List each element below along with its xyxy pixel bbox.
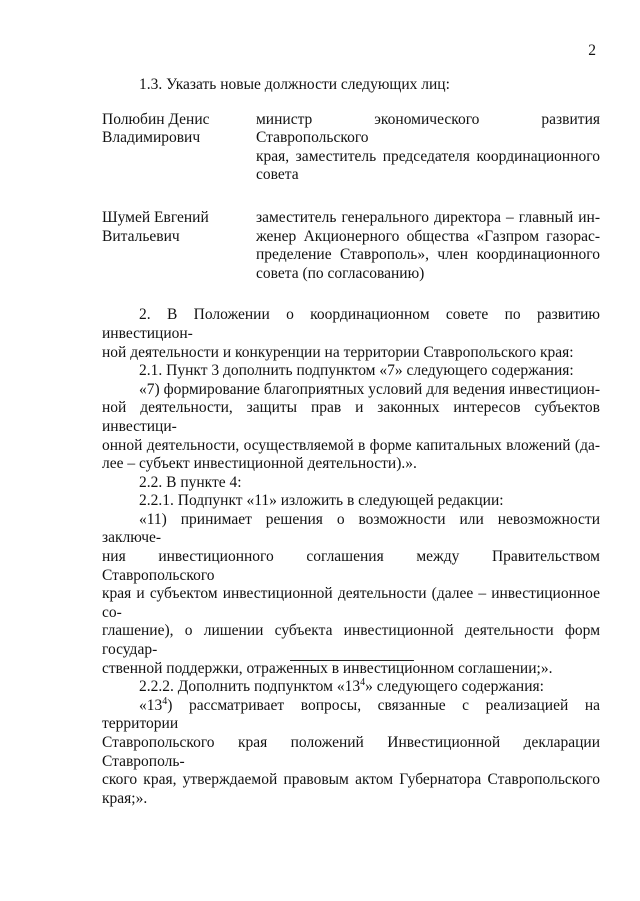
text-part: » следующего содержания:	[365, 678, 544, 696]
position-line: пределение Ставрополь», член координационного	[256, 246, 600, 264]
text-part: «13	[139, 696, 163, 714]
paragraph-line: глашение), о лишении субъекта инвестиционной деятельности форм государ-	[102, 622, 600, 659]
item-2-1: 2.1. Пункт 3 дополнить подпунктом «7» следующего содержания:	[139, 362, 574, 380]
page-number: 2	[588, 42, 596, 59]
paragraph-line: «11) принимает решения о возможности или невозможности заключе-	[102, 510, 600, 547]
superscript: 4	[162, 695, 168, 707]
section-1-3-title: 1.3. Указать новые должности следующих лиц:	[139, 76, 450, 93]
person-name	[102, 111, 256, 148]
item-2-2: 2.2. В пункте 4:	[139, 473, 242, 491]
closing-separator-line	[290, 660, 414, 661]
document-body	[102, 76, 600, 808]
superscript: 4	[360, 677, 366, 689]
text-part: ) рассматривает вопросы, связанные с реализацией на территории	[102, 696, 600, 733]
item-13-4-text	[102, 697, 600, 809]
person-row-polyubin	[102, 111, 600, 185]
person-name-line: Шумей Евгений	[102, 208, 209, 226]
paragraph-line	[102, 697, 600, 734]
paragraph-line: ной деятельности, защиты прав и законных интересов субъектов инвестици-	[102, 399, 600, 435]
person-name	[102, 209, 256, 246]
paragraph-line: ния инвестиционного соглашения между Правительством Ставропольского	[102, 548, 600, 584]
position-line: совета (по согласованию)	[256, 264, 425, 282]
person-name-line: Витальевич	[102, 227, 180, 245]
section-2-intro	[102, 306, 600, 362]
item-7-text	[102, 381, 600, 474]
paragraph-line: края;».	[102, 789, 148, 807]
item-2-2-2	[102, 678, 600, 697]
paragraph-line: края и субъектом инвестиционной деятельности (далее – инвестиционное со-	[102, 585, 600, 621]
person-position	[256, 209, 600, 283]
paragraph-line: ственной поддержки, отраженных в инвестиционном соглашении;».	[102, 659, 553, 677]
item-2-2-1: 2.2.1. Подпункт «11» изложить в следующей редакции:	[139, 492, 504, 510]
paragraph-line: «7) формирование благоприятных условий для ведения инвестицион-	[139, 380, 600, 398]
person-position	[256, 111, 600, 185]
paragraph-line: Ставропольского края положений Инвестиционной декларации Ставрополь-	[102, 734, 600, 770]
item-11-text	[102, 511, 600, 678]
position-line: края, заместитель председателя координационного	[256, 147, 600, 165]
position-line: заместитель генерального директора – главный ин-	[256, 208, 600, 226]
position-line: министр экономического развития Ставропольского	[256, 110, 600, 147]
paragraph-line: 2. В Положении о координационном совете по развитию инвестицион-	[102, 306, 600, 342]
person-name-line: Владимирович	[102, 129, 201, 147]
position-line: совета	[256, 166, 299, 184]
person-name-line: Полюбин Денис	[102, 110, 210, 128]
paragraph-line: ной деятельности и конкуренции на территории Ставропольского края:	[102, 343, 574, 361]
paragraph-line: ского края, утверждаемой правовым актом Губернатора Ставропольского	[102, 771, 600, 789]
paragraph-line: лее – субъект инвестиционной деятельности).».	[102, 455, 417, 473]
position-line: женер Акционерного общества «Газпром газорас-	[256, 227, 600, 245]
text-part: 2.2.2. Дополнить подпунктом «13	[139, 678, 361, 696]
person-row-shumei	[102, 209, 600, 283]
paragraph-line: онной деятельности, осуществляемой в форме капитальных вложений (да-	[102, 436, 600, 454]
